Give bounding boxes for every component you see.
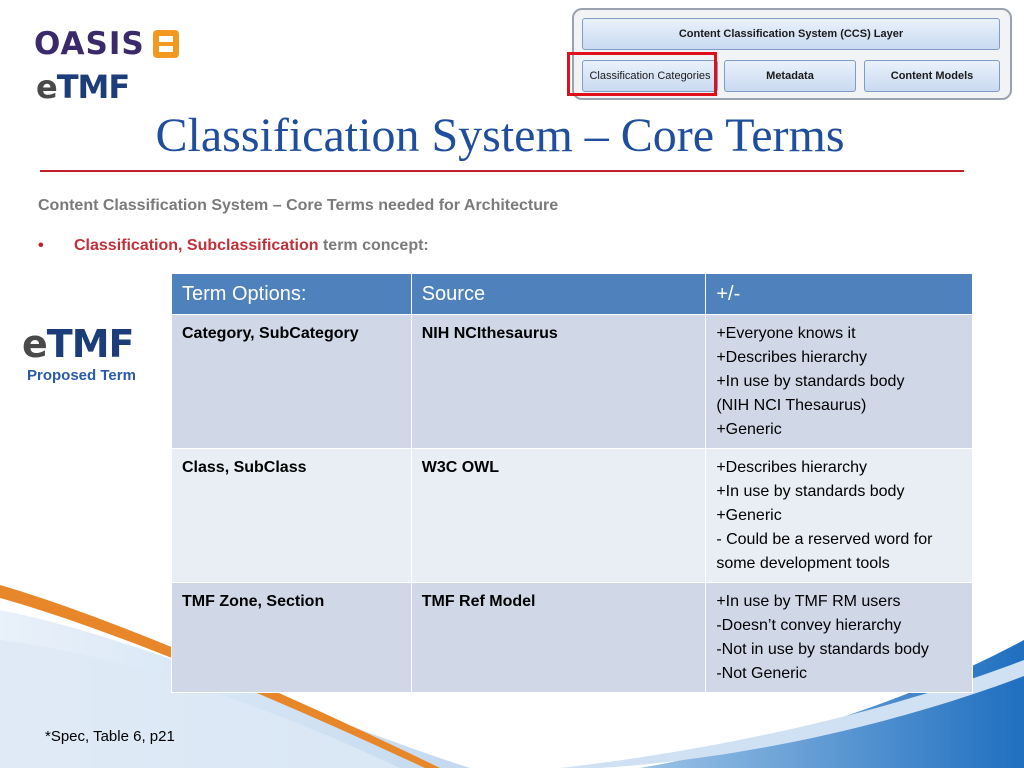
note-line: (NIH NCI Thesaurus)	[716, 397, 867, 414]
note-line: +In use by TMF RM users	[716, 593, 901, 610]
note-line: - Could be a reserved word for	[716, 531, 933, 548]
table-row	[172, 583, 973, 693]
notes-cell	[706, 583, 973, 693]
title-divider	[40, 170, 964, 172]
note-line: +Generic	[716, 507, 782, 524]
bullet-highlight: Classification, Subclassification	[74, 237, 319, 254]
footnote: *Spec, Table 6, p21	[45, 728, 175, 745]
oasis-mark-icon	[153, 30, 179, 58]
note-line: +Describes hierarchy	[716, 459, 868, 476]
note-line: -Not Generic	[716, 665, 808, 682]
bullet-marker: •	[38, 237, 44, 254]
header-term-options: Term Options:	[172, 274, 412, 315]
etmf-side-logo-e: e	[22, 322, 47, 366]
etmf-side-logo-tmf: TMF	[46, 322, 134, 366]
term-cell: TMF Zone, Section	[172, 583, 412, 693]
subtitle: Content Classification System – Core Terms needed for Architecture	[38, 197, 559, 214]
ccs-layer-box: Content Classification System (CCS) Layer	[582, 18, 1000, 50]
term-cell: Category, SubCategory	[172, 315, 412, 449]
classification-categories-box: Classification Categories	[582, 60, 718, 92]
etmf-logo	[36, 68, 129, 106]
note-line: -Not in use by standards body	[716, 641, 929, 658]
etmf-logo-e: e	[36, 68, 57, 106]
page-title: Classification System – Core Terms	[155, 109, 845, 162]
note-line: -Doesn’t convey hierarchy	[716, 617, 902, 634]
table-row	[172, 449, 973, 583]
content-models-box: Content Models	[864, 60, 1000, 92]
source-cell: TMF Ref Model	[411, 583, 706, 693]
note-line: +Generic	[716, 421, 782, 438]
etmf-logo-tmf: TMF	[56, 68, 130, 106]
header-plus-minus: +/-	[706, 274, 973, 315]
header-source: Source	[411, 274, 706, 315]
note-line: +In use by standards body	[716, 483, 905, 500]
metadata-box: Metadata	[724, 60, 856, 92]
bullet-text: term concept:	[318, 237, 429, 254]
proposed-term-label: Proposed Term	[27, 367, 136, 384]
table-header-row	[172, 274, 973, 315]
terms-table	[171, 273, 973, 693]
bullet-item	[38, 237, 429, 255]
note-line: +Everyone knows it	[716, 325, 856, 342]
source-cell: W3C OWL	[411, 449, 706, 583]
source-cell: NIH NCIthesaurus	[411, 315, 706, 449]
notes-cell	[706, 449, 973, 583]
table-row	[172, 315, 973, 449]
notes-cell	[706, 315, 973, 449]
oasis-logo	[34, 26, 179, 62]
etmf-side-logo	[22, 322, 133, 366]
oasis-logo-text: OASIS	[34, 26, 145, 62]
note-line: some development tools	[716, 555, 890, 572]
note-line: +Describes hierarchy	[716, 349, 868, 366]
term-cell: Class, SubClass	[172, 449, 412, 583]
highlight-frame	[567, 52, 717, 96]
note-line: +In use by standards body	[716, 373, 905, 390]
